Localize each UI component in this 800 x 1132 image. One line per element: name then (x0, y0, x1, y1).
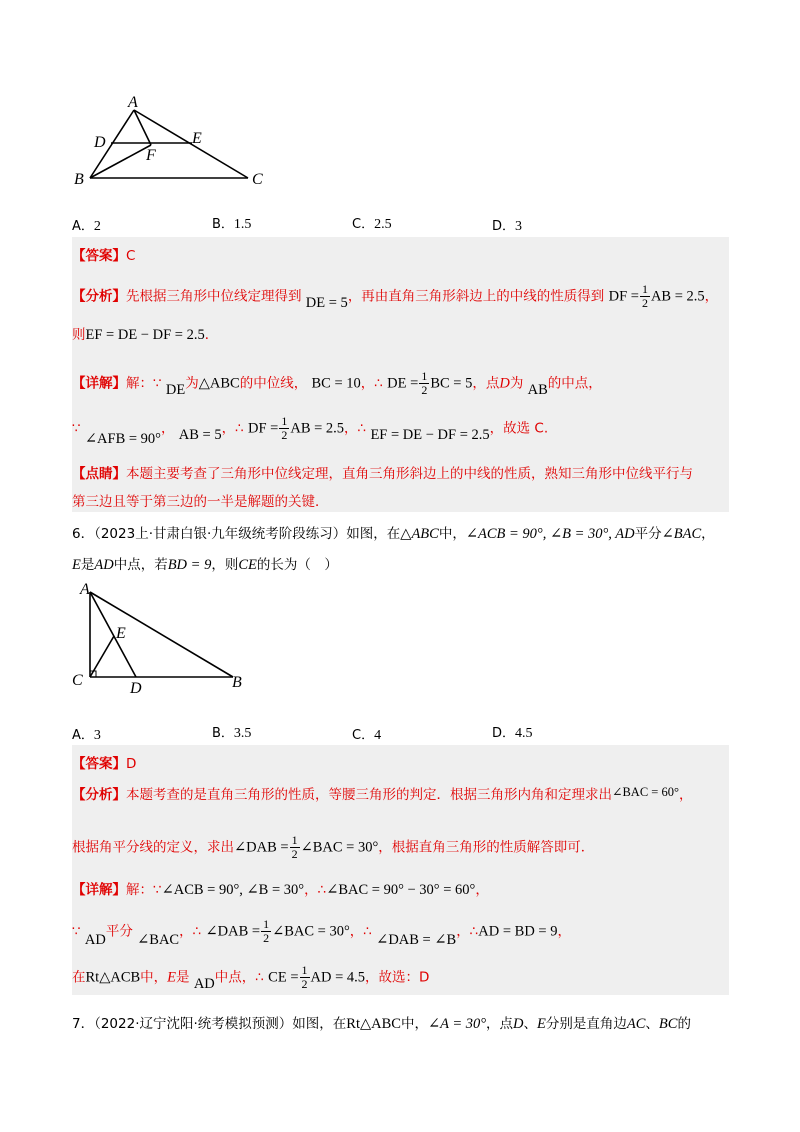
q6-detail-line1: 【详解】解：∵∠ACB = 90°, ∠B = 30°，∴∠BAC = 90° − 30° = 60°， (72, 882, 489, 898)
q5-analysis-line1: 【分析】先根据三角形中位线定理得到 DE = 5，再由直角三角形斜边上的中线的性质得到 DF = $\frac{1}{2}$ AB = 2.5， (72, 282, 719, 311)
q6-detail-line3: 在Rt△ACB中，E是 AD中点，∴ CE = $\frac{1}{2}$ AD = 4.5，故选：D (72, 963, 430, 992)
q5-triangle-figure (70, 90, 280, 190)
q5-answer: 【答案】C (72, 248, 136, 264)
q6-detail-line2: ∵ AD平分 ∠BAC，∴ ∠DAB = $\frac{1}{2}$ ∠BAC = 30°，∴ ∠DAB = ∠B，∴AD = BD = 9， (72, 917, 571, 948)
q6-answer: 【答案】D (72, 756, 137, 772)
q5-point-B: B (74, 171, 84, 188)
q5-option-c: C．2.5 (352, 217, 392, 232)
q5-option-b: B．1.5 (212, 217, 252, 232)
q5-point-line1: 【点睛】本题主要考查了三角形中位线定理，直角三角形斜边上的中线的性质，熟知三角形中位线平行与 (72, 466, 693, 482)
q5-option-a: A．2 (72, 219, 101, 234)
q6-option-b: B．3.5 (212, 726, 252, 741)
q5-detail-line1: 【详解】解：∵ DE为△ABC的中位线， BC = 10，∴ DE = $\frac{1}{2}$ BC = 5，点D为 AB的中点， (72, 369, 602, 398)
q7-stem-line1: 7．（2022·辽宁沈阳·统考模拟预测）如图，在Rt△ABC中，∠A = 30°，点D、E分别是直角边AC、BC的 (72, 1016, 691, 1032)
q5-point-C: C (252, 171, 263, 188)
q6-analysis-line2: 根据角平分线的定义，求出∠DAB = $\frac{1}{2}$ ∠BAC = 30°，根据直角三角形的性质解答即可． (72, 833, 595, 861)
q6-stem-line2: E是AD中点，若BD = 9，则CE的长为（ ） (72, 557, 338, 573)
q5-point-A: A (128, 94, 138, 111)
q6-stem-line1: 6．（2023上·甘肃白银·九年级统考阶段练习）如图，在△ABC中，∠ACB = 90°, ∠B = 30°, AD平分∠BAC， (72, 526, 715, 542)
q6-analysis-line1: 【分析】本题考查的是直角三角形的性质，等腰三角形的判定．根据三角形内角和定理求出∠BAC = 60°， (72, 785, 693, 803)
q6-point-D: D (130, 680, 142, 695)
q5-point-F: F (146, 147, 156, 164)
q6-point-B: B (232, 674, 242, 691)
q5-analysis-line2: 则EF = DE − DF = 2.5． (72, 327, 219, 343)
q5-point-D: D (94, 134, 106, 151)
q6-point-E: E (116, 625, 126, 642)
q6-triangle-figure (68, 580, 258, 695)
q5-point-E: E (192, 130, 202, 147)
q6-option-a: A．3 (72, 728, 101, 743)
q5-point-line2: 第三边且等于第三边的一半是解题的关键． (72, 494, 329, 510)
q5-detail-line2: ∵ ∠AFB = 90°， AB = 5，∴ DF = $\frac{1}{2}$ AB = 2.5，∴ EF = DE − DF = 2.5，故选 C. (72, 414, 549, 447)
q6-point-A: A (80, 581, 90, 598)
q5-option-d: D．3 (492, 219, 523, 234)
q6-option-c: C．4 (352, 728, 382, 743)
q6-point-C: C (72, 672, 83, 689)
q6-option-d: D．4.5 (492, 726, 533, 741)
